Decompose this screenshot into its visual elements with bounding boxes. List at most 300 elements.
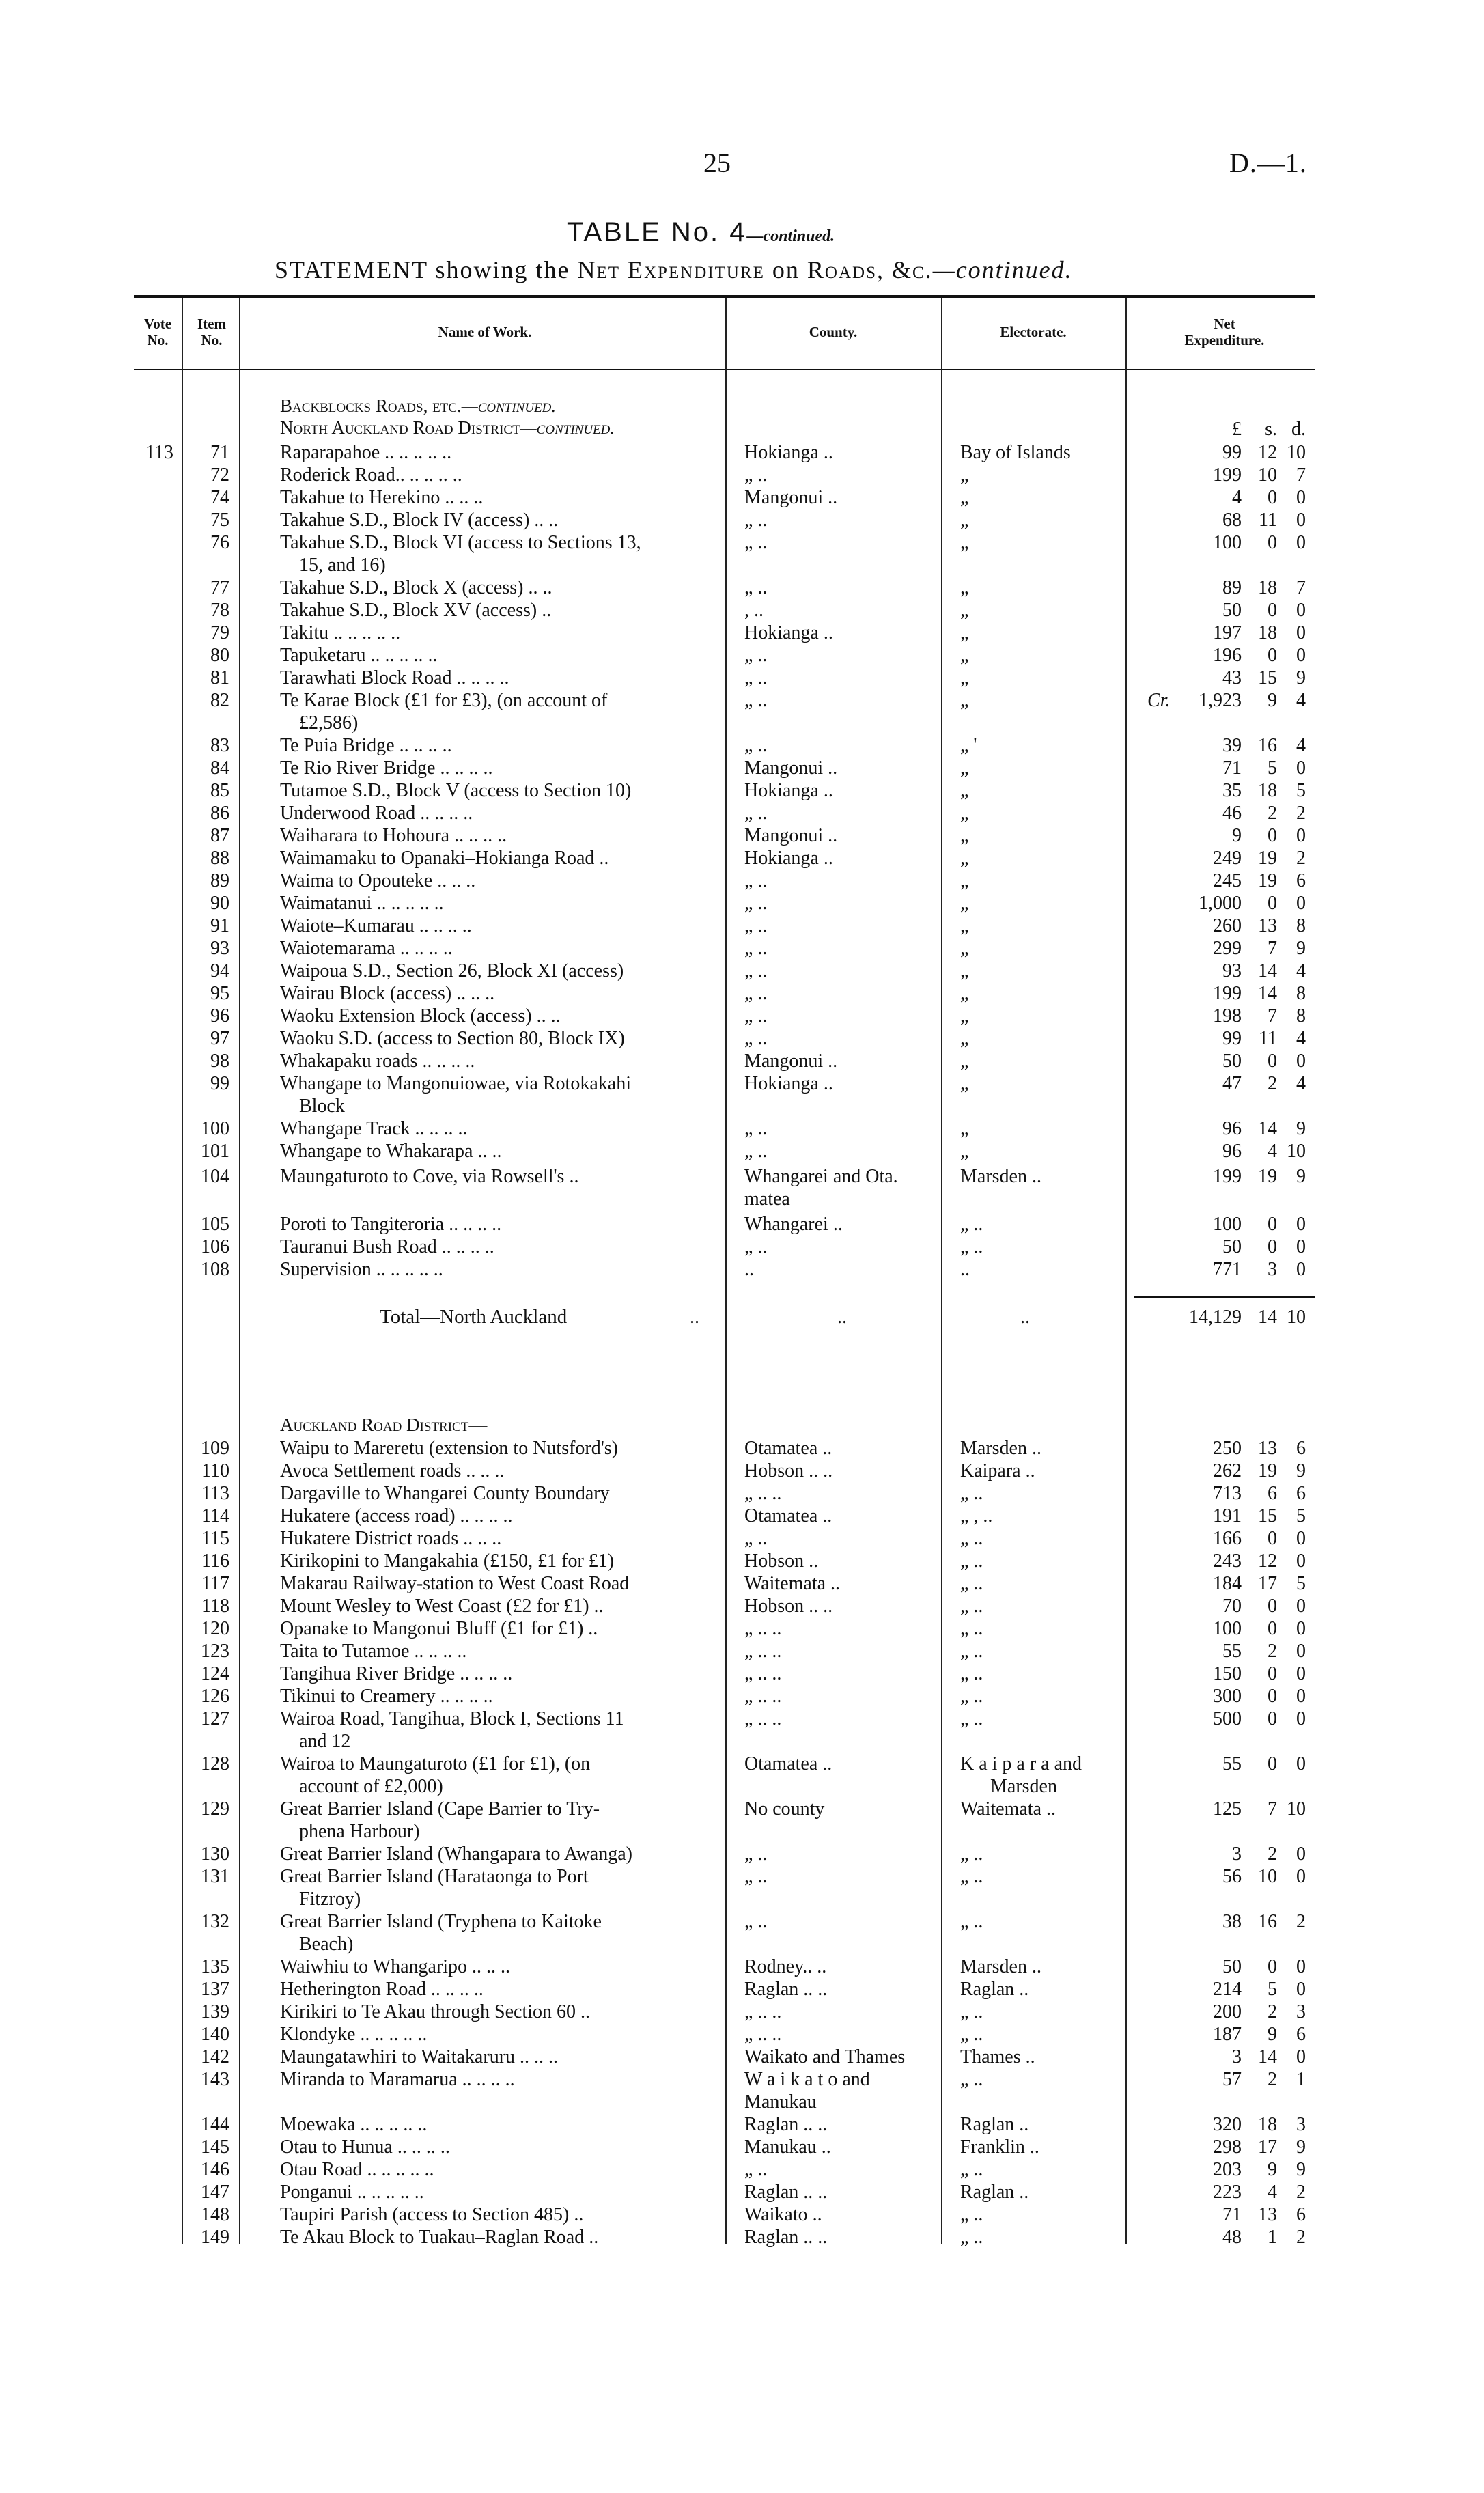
amount-pence: 9 [1296, 1166, 1306, 1187]
item-number: 91 [210, 915, 229, 936]
section-north-auckland-title: North Auckland Road District [280, 417, 520, 438]
amount-pence: 6 [1296, 1438, 1306, 1459]
electorate: „ [960, 757, 969, 779]
amount-pounds: 262 [1213, 1460, 1242, 1481]
amount-pence: 0 [1296, 1550, 1306, 1572]
county: Hobson .. .. [744, 1596, 833, 1617]
table-row [0, 689, 1484, 712]
county: Hokianga .. [744, 848, 833, 869]
table-row-continuation [0, 1775, 1484, 1798]
county: „ .. [744, 735, 768, 756]
currency-header-row [0, 418, 1484, 441]
amount-pounds: 166 [1213, 1528, 1242, 1549]
amount-pounds: 57 [1222, 2069, 1242, 2090]
amount-pounds: 771 [1213, 1259, 1242, 1280]
amount-shillings: 2 [1268, 1843, 1277, 1865]
amount-shillings: 0 [1268, 1214, 1277, 1235]
county: Otamatea .. [744, 1438, 832, 1459]
amount-pounds: 55 [1222, 1641, 1242, 1662]
amount-pence: 6 [1296, 2024, 1306, 2045]
item-number: 137 [201, 1979, 229, 2000]
table-row [0, 734, 1484, 757]
item-number: 124 [201, 1663, 229, 1684]
work-name-continued: Block [299, 1096, 345, 1117]
item-number: 139 [201, 2001, 229, 2022]
amount-pence: 6 [1296, 1483, 1306, 1504]
amount-pence: 10 [1287, 1141, 1306, 1162]
electorate: „ [960, 1073, 969, 1094]
amount-shillings: 18 [1258, 622, 1277, 643]
item-number: 98 [210, 1050, 229, 1072]
electorate: „ [960, 667, 969, 688]
electorate: „ ' [960, 735, 977, 756]
county: Raglan .. .. [744, 2182, 828, 2203]
amount-pounds: 713 [1213, 1483, 1242, 1504]
amount-shillings: 7 [1268, 1005, 1277, 1027]
amount-pounds: 150 [1213, 1663, 1242, 1684]
header-vote-line1: Vote [143, 316, 172, 332]
amount-shillings: 14 [1258, 1118, 1277, 1139]
amount-shillings: 17 [1258, 1573, 1277, 1594]
table-row [0, 599, 1484, 622]
table-row-continuation [0, 1888, 1484, 1910]
amount-shillings: 13 [1258, 915, 1277, 936]
table-title-main: TABLE No. 4 [567, 217, 747, 247]
electorate: „ [960, 983, 969, 1004]
total-north-auckland-row [0, 1306, 1484, 1328]
table-row [0, 1753, 1484, 1775]
amount-pence: 0 [1296, 1753, 1306, 1774]
electorate: „ [960, 645, 969, 666]
electorate: „ [960, 1028, 969, 1049]
electorate: Kaipara .. [960, 1460, 1035, 1481]
table-row [0, 644, 1484, 667]
header-net-expenditure [1134, 316, 1315, 348]
county: „ .. [744, 983, 768, 1004]
county: No county [744, 1798, 825, 1820]
table-row-continuation [0, 1095, 1484, 1117]
amount-pounds: 55 [1222, 1753, 1242, 1774]
county: Raglan .. .. [744, 2227, 828, 2248]
electorate: „ [960, 960, 969, 981]
electorate: „ [960, 825, 969, 846]
table-row [0, 892, 1484, 915]
table-row [0, 1955, 1484, 1978]
amount-pounds: 99 [1222, 1028, 1242, 1049]
county: „ .. .. [744, 1483, 782, 1504]
work-name: Roderick Road.. .. .. .. .. [280, 464, 462, 486]
electorate: „ [960, 690, 969, 711]
amount-pence: 0 [1296, 1259, 1306, 1280]
amount-pounds: 199 [1213, 1166, 1242, 1187]
county: „ .. [744, 870, 768, 891]
work-name: Tapuketaru .. .. .. .. .. [280, 645, 438, 666]
amount-shillings: 0 [1268, 1663, 1277, 1684]
amount-pence: 0 [1296, 1843, 1306, 1865]
amount-pence: 9 [1296, 2159, 1306, 2180]
statement-on: on [772, 256, 800, 283]
amount-pounds: 56 [1222, 1866, 1242, 1887]
amount-pence: 8 [1296, 1005, 1306, 1027]
work-name: Waimamaku to Opanaki–Hokianga Road .. [280, 848, 609, 869]
item-number: 149 [201, 2227, 229, 2248]
work-name-continued: Beach) [299, 1934, 354, 1955]
table-row-continuation [0, 712, 1484, 734]
table-row [0, 1437, 1484, 1460]
header-vote-line2: No. [147, 332, 169, 348]
electorate: „ [960, 532, 969, 553]
table-row [0, 2046, 1484, 2068]
statement-title [275, 255, 1073, 284]
amount-pence: 2 [1296, 2182, 1306, 2203]
work-name-continued: and 12 [299, 1731, 351, 1752]
amount-shillings: 0 [1268, 532, 1277, 553]
table-row [0, 441, 1484, 464]
statement-lead: STATEMENT showing the [275, 256, 570, 283]
electorate: „ .. [960, 1866, 983, 1887]
work-name: Otau to Hunua .. .. .. .. [280, 2136, 450, 2158]
amount-shillings: 2 [1268, 1073, 1277, 1094]
electorate: „ [960, 464, 969, 486]
electorate: „ [960, 870, 969, 891]
amount-shillings: 0 [1268, 600, 1277, 621]
electorate: „ [960, 487, 969, 508]
county: „ .. [744, 645, 768, 666]
work-name: Takahue S.D., Block IV (access) .. .. [280, 510, 559, 531]
table-row [0, 847, 1484, 869]
statement-net-expenditure: Net Expenditure [577, 256, 765, 283]
amount-pounds: 50 [1222, 1956, 1242, 1977]
amount-pounds: 70 [1222, 1596, 1242, 1617]
amount-pence: 9 [1296, 2136, 1306, 2158]
table-row [0, 869, 1484, 892]
amount-pounds: 93 [1222, 960, 1242, 981]
work-name: Whangape to Whakarapa .. .. [280, 1141, 502, 1162]
county: „ .. [744, 667, 768, 688]
amount-pence: 4 [1296, 735, 1306, 756]
amount-pence: 5 [1296, 780, 1306, 801]
electorate-continued: Marsden [990, 1776, 1057, 1797]
county: Otamatea .. [744, 1753, 832, 1774]
work-name: Kirikopini to Mangakahia (£150, £1 for £1) [280, 1550, 615, 1572]
amount-pounds: 125 [1213, 1798, 1242, 1820]
county: Mangonui .. [744, 1050, 838, 1072]
work-name: Klondyke .. .. .. .. .. [280, 2024, 428, 2045]
table-row [0, 667, 1484, 689]
table-row [0, 1460, 1484, 1482]
item-number: 96 [210, 1005, 229, 1027]
item-number: 97 [210, 1028, 229, 1049]
electorate: „ [960, 510, 969, 531]
table-row [0, 1843, 1484, 1865]
header-net-line1: Net [1214, 316, 1235, 332]
amount-pence: 1 [1296, 2069, 1306, 2090]
electorate: „ [960, 600, 969, 621]
item-number: 80 [210, 645, 229, 666]
amount-pence: 0 [1296, 1618, 1306, 1639]
work-name: Underwood Road .. .. .. .. [280, 803, 473, 824]
county: Whangarei and Ota. [744, 1166, 898, 1187]
item-number: 110 [201, 1460, 229, 1481]
work-name: Waiotemarama .. .. .. .. [280, 938, 453, 959]
amount-shillings: 6 [1268, 1483, 1277, 1504]
amount-shillings: 15 [1258, 667, 1277, 688]
table-row [0, 1050, 1484, 1072]
work-name: Te Akau Block to Tuakau–Raglan Road .. [280, 2227, 599, 2248]
amount-shillings: 15 [1258, 1505, 1277, 1527]
item-number: 87 [210, 825, 229, 846]
county: „ .. [744, 1118, 768, 1139]
electorate: „ .. [960, 2024, 983, 2045]
amount-pounds: 245 [1213, 870, 1242, 891]
amount-shillings: 14 [1258, 983, 1277, 1004]
currency-pounds: £ [1232, 419, 1242, 440]
table-row [0, 464, 1484, 486]
amount-pounds: 100 [1213, 532, 1242, 553]
table-row [0, 960, 1484, 982]
county: Raglan .. .. [744, 2114, 828, 2135]
work-name: Waiwhiu to Whangaripo .. .. .. [280, 1956, 511, 1977]
vote-number: 113 [145, 442, 173, 463]
item-number: 120 [201, 1618, 229, 1639]
county: „ .. [744, 938, 768, 959]
table-row [0, 2226, 1484, 2248]
county: „ .. [744, 960, 768, 981]
electorate: Raglan .. [960, 1979, 1029, 2000]
amount-pounds: 250 [1213, 1438, 1242, 1459]
work-name: Kirikiri to Te Akau through Section 60 .. [280, 2001, 591, 2022]
amount-pence: 8 [1296, 915, 1306, 936]
electorate: Marsden .. [960, 1956, 1041, 1977]
amount-shillings: 18 [1258, 577, 1277, 598]
work-name: Hetherington Road .. .. .. .. [280, 1979, 484, 2000]
work-name: Waimatanui .. .. .. .. .. [280, 893, 444, 914]
electorate: „ .. [960, 2069, 983, 2090]
amount-shillings: 0 [1268, 1753, 1277, 1774]
item-number: 126 [201, 1686, 229, 1707]
amount-pounds: 46 [1222, 803, 1242, 824]
total-pounds: 14,129 [1189, 1307, 1242, 1328]
amount-pounds: 50 [1222, 1050, 1242, 1072]
county: „ .. .. [744, 1686, 782, 1707]
county: „ .. [744, 510, 768, 531]
statement-roads: Roads, &c. [807, 256, 933, 283]
item-number: 148 [201, 2204, 229, 2225]
table-row [0, 802, 1484, 824]
table-top-rule [134, 295, 1315, 298]
electorate: „ .. [960, 2204, 983, 2225]
county: „ .. [744, 690, 768, 711]
electorate: „ .. [960, 1686, 983, 1707]
amount-pence: 4 [1296, 1073, 1306, 1094]
table-row [0, 1978, 1484, 2001]
header-county: County. [809, 324, 858, 340]
amount-shillings: 0 [1268, 645, 1277, 666]
amount-pounds: 68 [1222, 510, 1242, 531]
county: Rodney.. .. [744, 1956, 827, 1977]
item-number: 123 [201, 1641, 229, 1662]
electorate: „ .. [960, 1596, 983, 1617]
item-number: 101 [201, 1141, 229, 1162]
work-name: Takahue to Herekino .. .. .. [280, 487, 484, 508]
item-number: 77 [210, 577, 229, 598]
item-number: 113 [201, 1483, 229, 1504]
amount-pounds: 187 [1213, 2024, 1242, 2045]
work-name: Taita to Tutamoe .. .. .. .. [280, 1641, 467, 1662]
amount-pence: 2 [1296, 848, 1306, 869]
electorate: „ [960, 1141, 969, 1162]
amount-pounds: 500 [1213, 1708, 1242, 1729]
work-name: Whakapaku roads .. .. .. .. [280, 1050, 475, 1072]
table-row-continuation [0, 1188, 1484, 1210]
amount-pence: 4 [1296, 690, 1306, 711]
item-number: 86 [210, 803, 229, 824]
amount-pounds: 249 [1213, 848, 1242, 869]
amount-shillings: 17 [1258, 2136, 1277, 2158]
amount-shillings: 9 [1268, 2024, 1277, 2045]
electorate: Franklin .. [960, 2136, 1039, 2158]
electorate: Thames .. [960, 2046, 1035, 2067]
amount-pence: 0 [1296, 893, 1306, 914]
item-number: 78 [210, 600, 229, 621]
table-row [0, 1072, 1484, 1095]
table-row [0, 1685, 1484, 1708]
amount-shillings: 12 [1258, 1550, 1277, 1572]
item-number: 85 [210, 780, 229, 801]
item-number: 145 [201, 2136, 229, 2158]
electorate: „ .. [960, 1708, 983, 1729]
amount-shillings: 18 [1258, 2114, 1277, 2135]
amount-pence: 0 [1296, 1236, 1306, 1257]
work-name: Dargaville to Whangarei County Boundary [280, 1483, 610, 1504]
work-name-continued: account of £2,000) [299, 1776, 443, 1797]
amount-pounds: 39 [1222, 735, 1242, 756]
amount-shillings: 19 [1258, 1460, 1277, 1481]
table-row-continuation [0, 1820, 1484, 1843]
item-number: 100 [201, 1118, 229, 1139]
county: „ .. [744, 1528, 768, 1549]
item-number: 132 [201, 1911, 229, 1932]
work-name: Waoku S.D. (access to Section 80, Block IX) [280, 1028, 625, 1049]
work-name: Moewaka .. .. .. .. .. [280, 2114, 428, 2135]
electorate: „ .. [960, 2159, 983, 2180]
table-row [0, 824, 1484, 847]
section-backblocks-heading [280, 395, 556, 417]
county: Raglan .. .. [744, 1979, 828, 2000]
electorate: „ [960, 938, 969, 959]
county: Manukau .. [744, 2136, 831, 2158]
county: „ .. [744, 577, 768, 598]
item-number: 131 [201, 1866, 229, 1887]
item-number: 88 [210, 848, 229, 869]
electorate: Bay of Islands [960, 442, 1071, 463]
amount-shillings: 0 [1268, 893, 1277, 914]
amount-pounds: 299 [1213, 938, 1242, 959]
amount-pence: 0 [1296, 532, 1306, 553]
section-north-auckland-continued: —continued. [520, 417, 615, 438]
work-name: Supervision .. .. .. .. .. [280, 1259, 443, 1280]
amount-shillings: 5 [1268, 757, 1277, 779]
work-name: Tutamoe S.D., Block V (access to Section 10) [280, 780, 632, 801]
amount-shillings: 7 [1268, 1798, 1277, 1820]
amount-pounds: 99 [1222, 442, 1242, 463]
item-number: 146 [201, 2159, 229, 2180]
amount-shillings: 16 [1258, 1911, 1277, 1932]
item-number: 75 [210, 510, 229, 531]
amount-shillings: 19 [1258, 870, 1277, 891]
amount-pounds: 89 [1222, 577, 1242, 598]
county: „ .. [744, 2159, 768, 2180]
amount-shillings: 2 [1268, 803, 1277, 824]
work-name: Waiharara to Hohoura .. .. .. .. [280, 825, 507, 846]
electorate: K a i p a r a and [960, 1753, 1082, 1774]
work-name-continued: 15, and 16) [299, 555, 386, 576]
amount-pounds: 1,923 [1199, 690, 1242, 711]
electorate: „ [960, 915, 969, 936]
amount-pence: 0 [1296, 1528, 1306, 1549]
amount-pounds: 50 [1222, 1236, 1242, 1257]
county: Hobson .. [744, 1550, 819, 1572]
item-number: 72 [210, 464, 229, 486]
county: „ .. .. [744, 1618, 782, 1639]
county: „ .. [744, 1236, 768, 1257]
item-number: 117 [201, 1573, 229, 1594]
work-name: Opanake to Mangonui Bluff (£1 for £1) .. [280, 1618, 598, 1639]
item-number: 135 [201, 1956, 229, 1977]
item-number: 144 [201, 2114, 229, 2135]
item-number: 93 [210, 938, 229, 959]
county: „ .. [744, 1911, 768, 1932]
work-name: Tikinui to Creamery .. .. .. .. [280, 1686, 493, 1707]
work-name: Great Barrier Island (Harataonga to Port [280, 1866, 589, 1887]
electorate: „ [960, 1118, 969, 1139]
table-row [0, 531, 1484, 554]
work-name: Taupiri Parish (access to Section 485) .. [280, 2204, 584, 2225]
amount-pounds: 196 [1213, 645, 1242, 666]
county: Waikato .. [744, 2204, 822, 2225]
table-row [0, 2203, 1484, 2226]
electorate: Waitemata .. [960, 1798, 1056, 1820]
amount-pounds: 3 [1232, 2046, 1242, 2067]
county: .. [744, 1259, 754, 1280]
total-pence: 10 [1287, 1307, 1306, 1328]
amount-pence: 0 [1296, 2046, 1306, 2067]
total-rule [1134, 1296, 1315, 1298]
item-number: 84 [210, 757, 229, 779]
amount-shillings: 0 [1268, 1618, 1277, 1639]
work-name: Wairoa Road, Tangihua, Block I, Sections 11 [280, 1708, 624, 1729]
table-row [0, 1482, 1484, 1505]
amount-pounds: 48 [1222, 2227, 1242, 2248]
amount-pence: 7 [1296, 464, 1306, 486]
amount-pounds: 4 [1232, 487, 1242, 508]
work-name: Takahue S.D., Block X (access) .. .. [280, 577, 552, 598]
amount-shillings: 3 [1268, 1259, 1277, 1280]
electorate: „ [960, 803, 969, 824]
table-row [0, 1662, 1484, 1685]
work-name: Great Barrier Island (Tryphena to Kaitoke [280, 1911, 602, 1932]
amount-pence: 6 [1296, 2204, 1306, 2225]
amount-shillings: 9 [1268, 690, 1277, 711]
statement-continued: —continued. [932, 256, 1073, 283]
amount-shillings: 4 [1268, 2182, 1277, 2203]
electorate: „ , .. [960, 1505, 993, 1527]
page-number: 25 [703, 148, 731, 178]
item-number: 142 [201, 2046, 229, 2067]
amount-pence: 0 [1296, 487, 1306, 508]
table-row [0, 509, 1484, 531]
work-name: Waima to Opouteke .. .. .. [280, 870, 476, 891]
